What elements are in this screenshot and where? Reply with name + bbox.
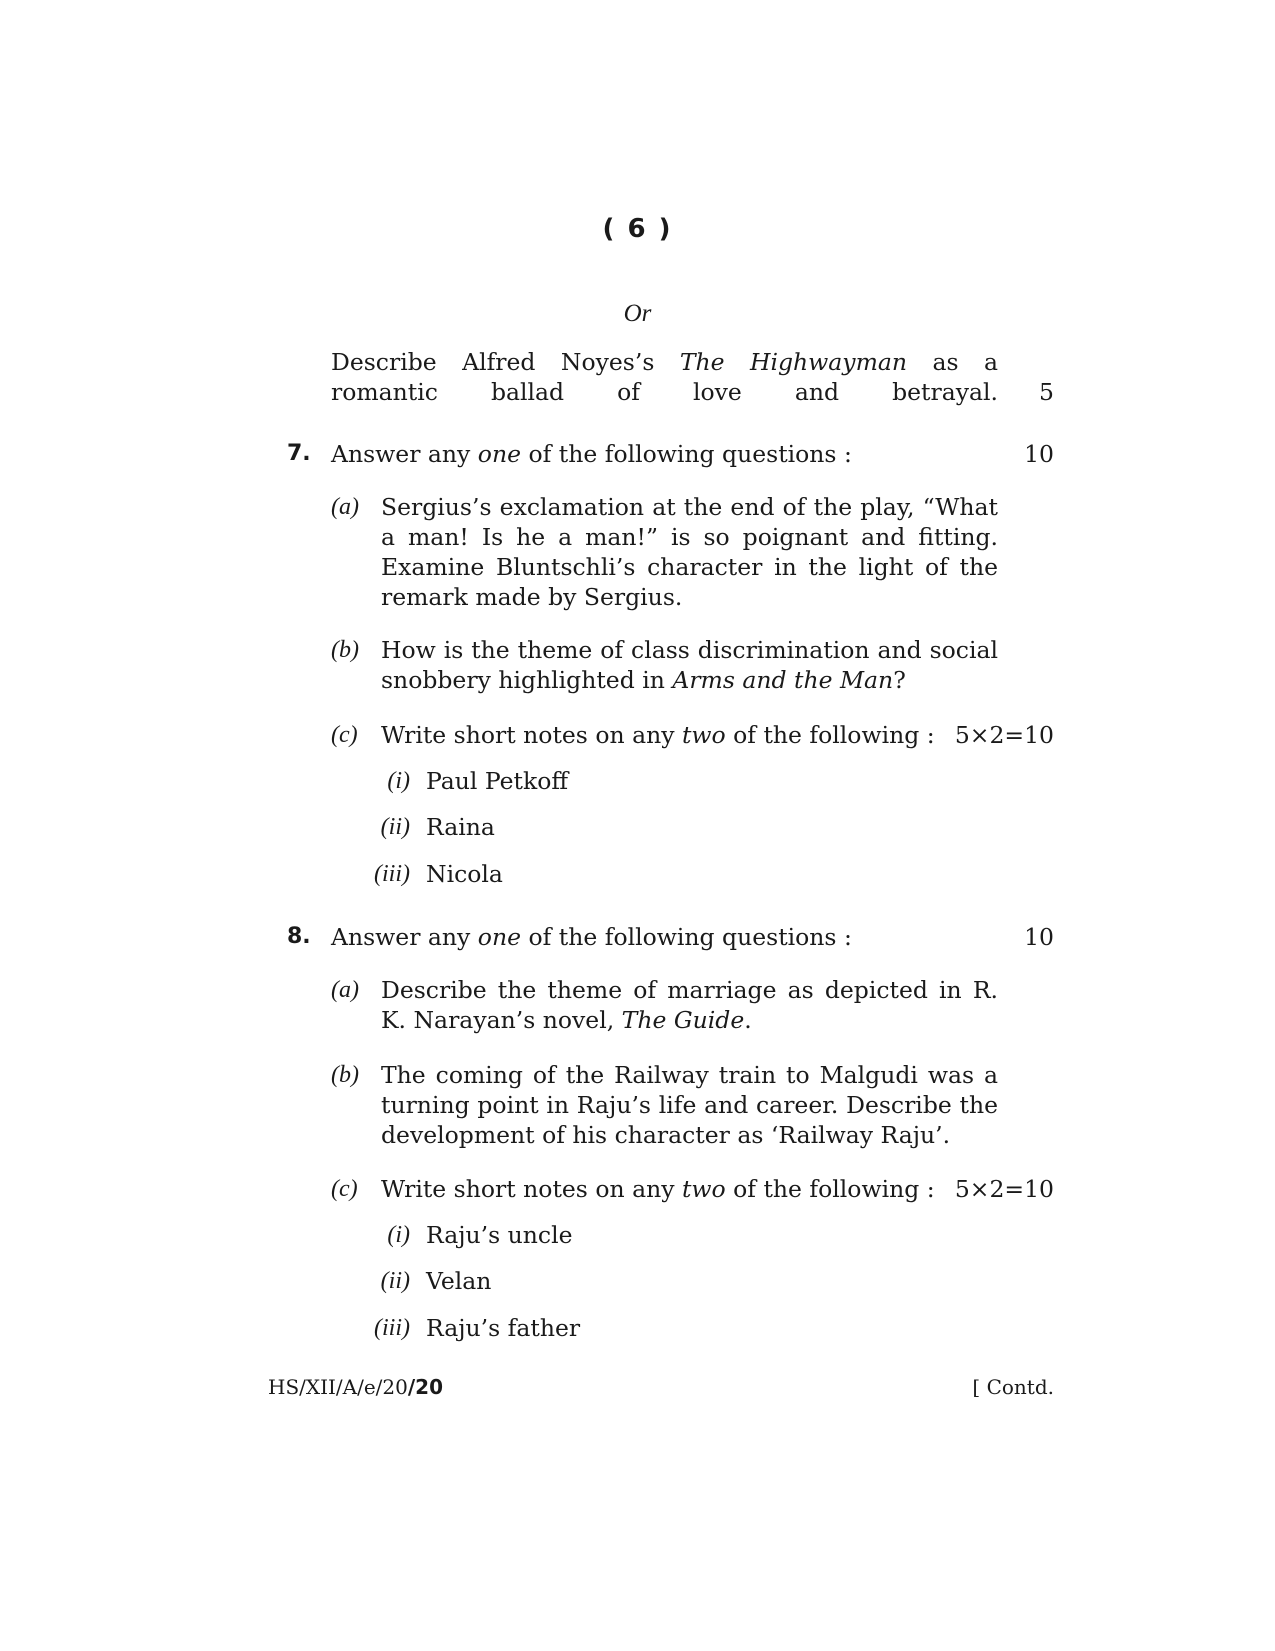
q8-marks: 10	[1024, 923, 1054, 951]
q7b-label: (b)	[331, 637, 359, 663]
q8b-label: (b)	[331, 1062, 359, 1088]
q8c-label: (c)	[331, 1176, 358, 1202]
page-number: ( 6 )	[602, 214, 673, 244]
continued-note: [ Contd.	[972, 1375, 1054, 1399]
q8c-item-text: Raju’s uncle	[426, 1221, 573, 1249]
q7c-stem: Write short notes on any two of the following :	[381, 721, 935, 749]
q7a-text: Sergius’s exclamation at the end of the play, “What a man! Is he a man!” is so poignant and fitting. Examine Bluntschli’s character in the light of the remark made by Sergius.	[381, 493, 998, 611]
q7-number: 7.	[287, 441, 311, 466]
q7b-text: How is the theme of class discrimination and social snobbery highlighted in Arms and the Man?	[381, 636, 998, 694]
q7-marks: 10	[1024, 440, 1054, 468]
q7c-item-text: Paul Petkoff	[426, 767, 569, 795]
q7c-item-text: Nicola	[426, 860, 503, 888]
q8c-item-text: Velan	[426, 1267, 492, 1295]
q7c-label: (c)	[331, 722, 358, 748]
q6-or-marks: 5	[1039, 378, 1054, 406]
q6-or-question: Describe Alfred Noyes’s The Highwayman as a romantic ballad of love and betrayal.	[331, 348, 998, 406]
q8c-item-label: (ii)	[380, 1268, 410, 1294]
q7c-item-label: (i)	[387, 768, 410, 794]
q7-stem: Answer any one of the following questions :	[331, 440, 852, 468]
q8a-text: Describe the theme of marriage as depicted in R. K. Narayan’s novel, The Guide.	[381, 976, 998, 1034]
q8-stem: Answer any one of the following questions :	[331, 923, 852, 951]
paper-code: HS/XII/A/e/20/20	[268, 1375, 444, 1399]
q7c-item-text: Raina	[426, 813, 495, 841]
q8c-marks: 5×2=10	[954, 1175, 1054, 1203]
q8c-stem: Write short notes on any two of the following :	[381, 1175, 935, 1203]
q7a-label: (a)	[331, 494, 359, 520]
q7c-marks: 5×2=10	[954, 721, 1054, 749]
q7c-item-label: (ii)	[380, 814, 410, 840]
or-separator: Or	[623, 300, 652, 327]
q8c-item-label: (iii)	[374, 1315, 410, 1341]
q8-number: 8.	[287, 924, 311, 949]
q8a-label: (a)	[331, 977, 359, 1003]
q7c-item-label: (iii)	[374, 861, 410, 887]
q8b-text: The coming of the Railway train to Malgudi was a turning point in Raju’s life and career. Describe the development of his character as ‘Railway Raju’.	[381, 1061, 998, 1149]
q8c-item-text: Raju’s father	[426, 1314, 581, 1342]
q8c-item-label: (i)	[387, 1222, 410, 1248]
